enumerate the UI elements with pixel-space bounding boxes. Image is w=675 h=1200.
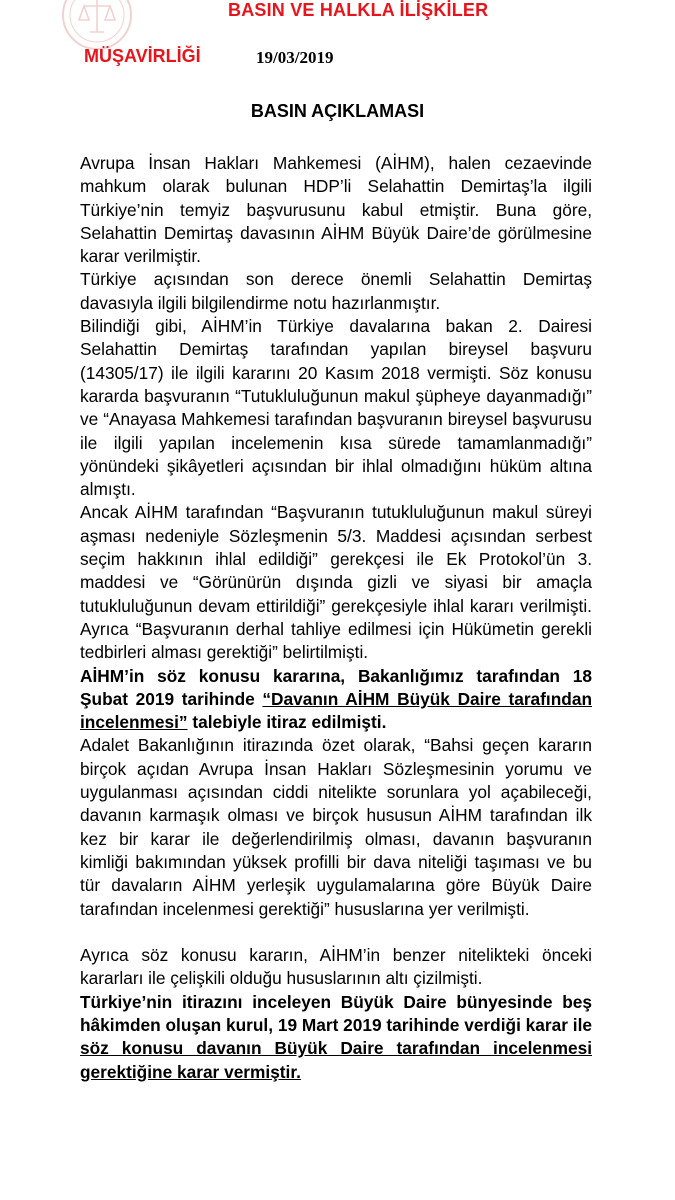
paragraph-8-text: Türkiye’nin itirazını inceleyen Büyük Daire bünyesinde beş hâkimden oluşan kurul, 19 Mart 2019 tarihinde verdiği karar ile (80, 991, 592, 1035)
paragraph-gap (80, 921, 592, 944)
paragraph-7: Ayrıca söz konusu kararın, AİHM’in benzer nitelikteki önceki kararları ile çelişkili olduğu hususlarının altı çizilmişti. (80, 945, 592, 989)
paragraph-1: Avrupa İnsan Hakları Mahkemesi (AİHM), halen cezaevinde mahkum olarak bulunan HDP’li Selahattin Demirtaş’la ilgili Türkiye’nin temyiz başvurusunu kabul etmiştir. Buna göre, Selahattin Demirtaş davasının AİHM Büyük Daire’de görülmesine karar verilmiştir. (80, 153, 592, 267)
paragraph-5-tail: talebiyle itiraz edilmişti. (187, 712, 387, 733)
document-title: BASIN AÇIKLAMASI (250, 101, 425, 121)
paragraph-5 (80, 665, 592, 735)
paragraph-8 (80, 991, 592, 1084)
paragraph-8-underlined: söz konusu davanın Büyük Daire tarafından incelenmesi gerektiğine karar vermiştir. (80, 1038, 592, 1082)
paragraph-2: Türkiye açısından son derece önemli Selahattin Demirtaş davasıyla ilgili bilgilendirme notu hazırlanmıştır. (80, 269, 592, 313)
paragraph-5-text: AİHM’in söz konusu kararına, Bakanlığımız tarafından 18 Şubat 2019 tarihinde (80, 665, 592, 709)
ministry-seal-icon (60, 0, 134, 52)
paragraph-3: Bilindiği gibi, AİHM’in Türkiye davalarına bakan 2. Dairesi Selahattin Demirtaş tarafından yapılan bireysel başvuru (14305/17) ile ilgili kararını 20 Kasım 2018 vermişti. Söz konusu kararda başvuranın “Tutukluluğunun makul şüpheye dayanmadığı” ve “Anayasa Mahkemesi tarafından başvuranın bireysel başvurusu ile ilgili yapılan incelemenin kısa sürede tamamlanmadığı” yönündeki şikâyetleri açısından bir ihlal olmadığını hüküm altına almıştı. (80, 316, 592, 500)
paragraph-5-underlined: “Davanın AİHM Büyük Daire tarafından incelenmesi” (80, 688, 593, 733)
release-date: 19/03/2019 (256, 48, 334, 67)
paragraph-4: Ancak AİHM tarafından “Başvuranın tutukluluğunun makul süreyi aşması nedeniyle Sözleşmenin 5/3. Maddesi açısından serbest seçim hakkının ihlal edildiği” gerekçesi ile Ek Protokol’ün 3. maddesi ve “Görünürün dışında gizli ve siyasi bir amaçla tutukluluğunun devam ettirildiği” gerekçesiyle ihlal kararı verilmişti. Ayrıca “Başvuranın derhal tahliye edilmesi için Hükümetin gerekli tedbirleri alması gerektiği” belirtilmişti. (80, 502, 592, 663)
press-release-body (80, 152, 592, 1084)
department-name-line2: MÜŞAVİRLİĞİ (84, 46, 201, 66)
department-name: BASIN VE HALKLA İLİŞKİLER (228, 0, 489, 20)
paragraph-6: Adalet Bakanlığının itirazında özet olarak, “Bahsi geçen kararın birçok açıdan Avrupa İnsan Hakları Sözleşmesinin yorumu ve uygulanması açısından ciddi nitelikte sorunlara yol açabileceği, davanın karmaşık olması ve birçok hususun AİHM tarafından ilk kez bir karar ile değerlendirilmiş olması, davanın başvuranın kimliği bakımından yüksek profilli bir dava niteliği taşıması ve bu tür davaların AİHM yerleşik uygulamalarına göre Büyük Daire tarafından incelenmesi gerektiği” hususlarına yer verilmişti. (80, 735, 592, 919)
